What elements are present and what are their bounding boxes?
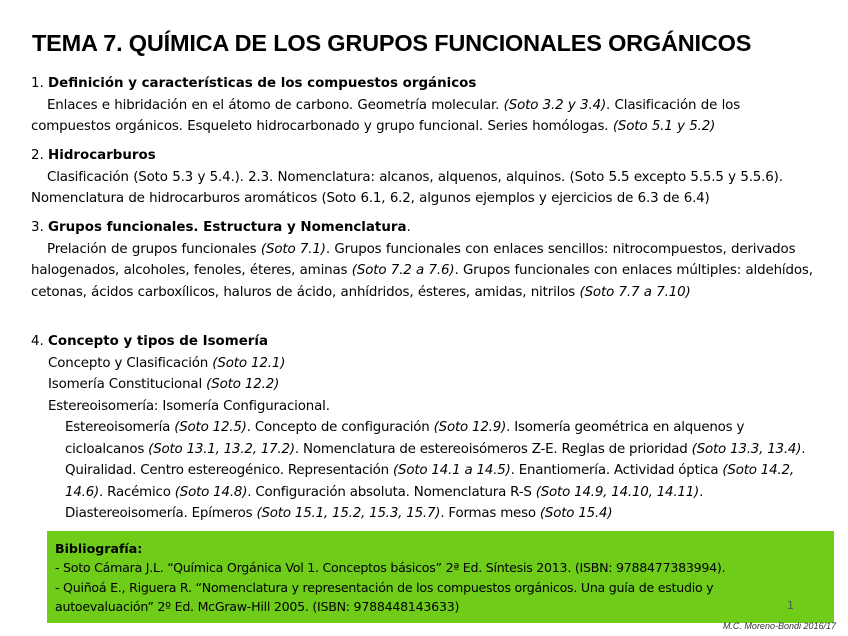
section-2-heading: 2. Hidrocarburos bbox=[31, 148, 156, 163]
bibliography-entry-2-cont: autoevaluación” 2º Ed. McGraw-Hill 2005. (ISBN: 9788448143633) bbox=[55, 599, 460, 615]
section-2 bbox=[31, 145, 821, 210]
footer-credit: M.C. Moreno-Bondi 2016/17 bbox=[722, 621, 836, 631]
bibliography-entry-1: - Soto Cámara J.L. “Química Orgánica Vol 1. Conceptos básicos” 2ª Ed. Síntesis 2013. (ISBN: 9788477383994). bbox=[55, 560, 726, 576]
page-title: TEMA 7. QUÍMICA DE LOS GRUPOS FUNCIONALES ORGÁNICOS bbox=[32, 30, 752, 56]
section-3-body: Prelación de grupos funcionales (Soto 7.1). Grupos funcionales con enlaces sencillos: nitrocompuestos, derivados halogenados, alcoholes, fenoles, éteres, aminas (Soto 7.2 a 7.6). Grupos funcionales con enlaces múltiples: aldehídos, cetonas, ácidos carboxílicos, haluros de ácido, anhídridos, ésteres, amidas, nitrilos (Soto 7.7 a 7.10) bbox=[31, 241, 813, 300]
section-4 bbox=[31, 331, 821, 525]
section-3-heading: 3. Grupos funcionales. Estructura y Nomenclatura. bbox=[31, 220, 411, 235]
section-4-item-concepto: Concepto y Clasificación (Soto 12.1) bbox=[48, 355, 286, 371]
bibliography-title: Bibliografía: bbox=[55, 541, 143, 556]
section-4-item-constitucional: Isomería Constitucional (Soto 12.2) bbox=[48, 377, 280, 392]
page-number: 1 bbox=[787, 599, 794, 612]
section-1 bbox=[31, 73, 821, 138]
bibliography-box bbox=[47, 531, 834, 623]
section-4-detail: Estereoisomería (Soto 12.5). Concepto de configuración (Soto 12.9). Isomería geométrica en alquenos y cicloalcanos (Soto 13.1, 13.2, 17.2). Nomenclatura de estereoisómeros Z-E. Reglas de prioridad (Soto 13.3, 13.4). Quiralidad. Centro estereogénico. Representación (Soto 14.1 a 14.5). Enantiomería. Actividad óptica (Soto 14.2, 14.6). Racémico (Soto 14.8). Configuración absoluta. Nomenclatura R-S (Soto 14.9, 14.10, 14.11). Diastereoisomería. Epímeros (Soto 15.1, 15.2, 15.3, 15.7). Formas meso (Soto 15.4) bbox=[65, 420, 806, 521]
section-4-heading: 4. Concepto y tipos de Isomería bbox=[31, 334, 269, 349]
section-3 bbox=[31, 217, 821, 303]
section-1-heading: 1. Definición y características de los compuestos orgánicos bbox=[31, 76, 477, 91]
section-1-body: Enlaces e hibridación en el átomo de carbono. Geometría molecular. (Soto 3.2 y 3.4). Clasificación de los compuestos orgánicos. Esqueleto hidrocarbonado y grupo funcional. Series homólogas. (Soto 5.1 y 5.2) bbox=[31, 97, 741, 134]
section-4-item-estereoisomeria: Estereoisomería: Isomería Configuracional. bbox=[48, 398, 330, 414]
section-2-body: Clasificación (Soto 5.3 y 5.4.). 2.3. Nomenclatura: alcanos, alquenos, alquinos. (Soto 5.5 excepto 5.5.5 y 5.5.6). Nomenclatura de hidrocarburos aromáticos (Soto 6.1, 6.2, algunos ejemplos y ejercicios de 6.3 de 6.4) bbox=[31, 169, 783, 206]
bibliography-entry-2: - Quiñoá E., Riguera R. “Nomenclatura y representación de los compuestos orgánicos. Una guía de estudio y bbox=[55, 579, 714, 595]
